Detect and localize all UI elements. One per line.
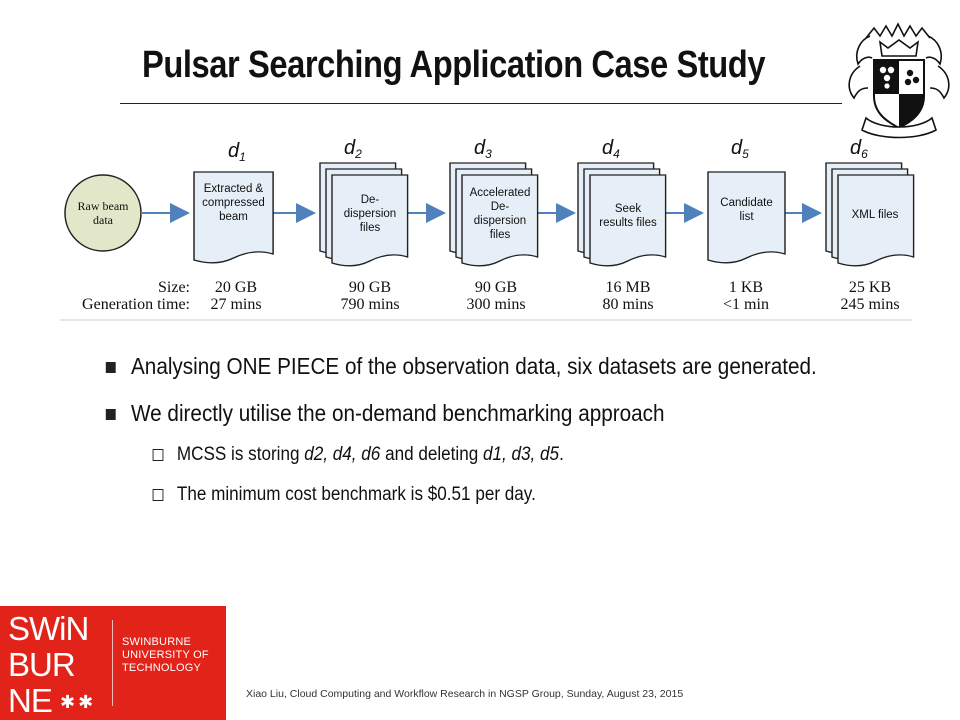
d1-time: 27 mins [210,296,262,313]
d4-sub: 4 [613,147,620,161]
d5-time: <1 min [723,296,769,313]
dataset-d6-label [850,137,868,161]
dataset-d2-label [344,137,362,161]
d1-stats [196,279,276,313]
d6-name: d [850,137,862,159]
bullet-datasets-generated [104,350,887,383]
d4-name: d [602,137,614,159]
subbullet-minimum-cost [104,482,892,508]
bullet-2-text: We directly utilise the on-demand benchmarking approach [131,400,665,426]
dataset-d4-label [602,137,620,161]
d5-size: 1 KB [728,279,764,296]
d6-text-line1: XML files [851,209,899,221]
bullet-benchmarking-approach [104,397,887,430]
logo-word-2: BUR [8,646,75,683]
d6-doc-text [836,208,914,222]
d4-size: 16 MB [605,279,651,296]
subbullet-1-end: . [559,444,564,465]
d6-sub: 6 [861,147,868,161]
d5-sub: 5 [742,147,749,161]
d1-name: d [228,140,240,162]
logo-word-3 [8,682,92,720]
d4-doc-text [588,202,668,230]
d3-sub: 3 [485,147,492,161]
square-bullet-icon [106,362,116,373]
bullet-list [104,350,884,508]
subbullet-mcss-storing [104,442,892,468]
logo-divider [112,620,113,706]
d1-size: 20 GB [214,279,258,296]
d2-doc-text [332,193,408,235]
d2-name: d [344,137,356,159]
square-bullet-icon [106,409,116,420]
subbullet-1-pre: MCSS is storing [176,444,305,465]
subbullet-1-mid: and deleting [380,444,483,465]
slide-title: Pulsar Searching Application Case Study [142,44,766,86]
d6-size: 25 KB [848,279,892,296]
d1-text-line3: beam [219,211,248,223]
d1-sub: 1 [239,150,246,164]
d5-doc-text [708,196,785,224]
subbullet-1-stored: d2, d4, d6 [304,444,381,465]
hollow-square-bullet-icon [153,449,164,461]
hollow-square-bullet-icon [153,489,164,501]
d3-size: 90 GB [474,279,518,296]
raw-beam-data-label [65,199,141,227]
d5-name: d [731,137,743,159]
d4-stats [584,279,672,313]
swinburne-logo [0,606,226,720]
generation-time-row-label: Generation time: [82,296,190,313]
raw-beam-label-line1: Raw beam [77,199,129,213]
logo-star-icon: ✱ ✱ [60,692,93,712]
size-row-label: Size: [158,279,190,296]
logo-university-name [122,636,226,675]
d6-stats [828,279,912,313]
dataset-d5-label [731,137,749,161]
logo-name-line2: UNIVERSITY OF [122,649,209,661]
subbullet-2-text: The minimum cost benchmark is $0.51 per day. [176,484,536,505]
d4-text-line2: results files [599,217,657,229]
d3-text-line2: De- [490,201,510,213]
d5-text-line1: Candidate [720,197,773,209]
d3-name: d [474,137,486,159]
d1-text-line2: compressed [202,197,265,209]
logo-name-line1: SWINBURNE [122,636,192,648]
dataset-d3-label [474,137,492,161]
d2-size: 90 GB [348,279,392,296]
d1-text-line1: Extracted & [203,183,264,195]
logo-word-1: SWiN [8,610,89,647]
logo-word-3-text: NE [8,682,52,719]
subbullet-1-deleted: d1, d3, d5 [482,444,560,465]
logo-name-line3: TECHNOLOGY [122,662,202,674]
d3-text-line4: files [489,229,511,241]
d2-text-line2: dispersion [343,208,397,220]
d5-text-line2: list [739,211,754,223]
bullet-1-text: Analysing ONE PIECE of the observation data, six datasets are generated. [131,353,817,379]
d2-sub: 2 [355,147,362,161]
d2-text-line1: De- [360,194,380,206]
d1-doc-text [194,182,273,224]
dataset-d1-label [228,140,246,164]
subbullet-1-text [154,444,564,465]
d3-text-line1: Accelerated [469,187,531,199]
d2-time: 790 mins [340,296,400,313]
d2-stats [324,279,416,313]
slide-footer: Xiao Liu, Cloud Computing and Workflow Research in NGSP Group, Sunday, August 23, 2015 [246,688,684,700]
d6-time: 245 mins [840,296,900,313]
d3-stats [452,279,540,313]
d3-doc-text [460,186,540,242]
logo-wordmark [0,606,110,720]
d3-text-line3: dispersion [473,215,527,227]
d4-text-line1: Seek [614,203,642,215]
raw-beam-label-line2: data [93,213,113,227]
d3-time: 300 mins [466,296,526,313]
d5-stats [704,279,788,313]
d4-time: 80 mins [602,296,654,313]
d2-text-line3: files [359,222,381,234]
